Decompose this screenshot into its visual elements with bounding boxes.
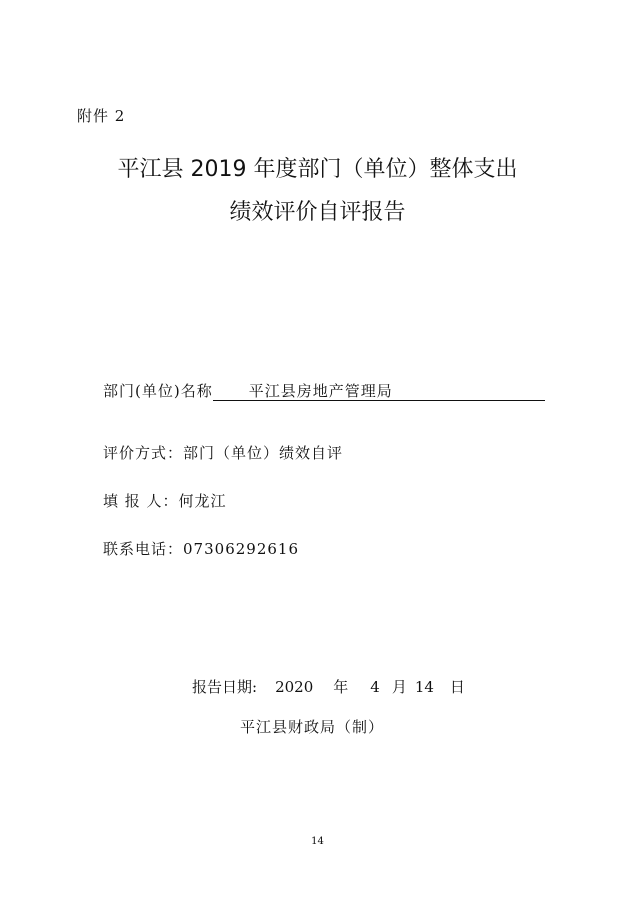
phone-label: 联系电话： [103,540,184,558]
report-month-unit: 月 [391,678,407,696]
filler-label: 填 报 人： [103,492,179,510]
report-day: 14 [414,678,434,696]
dept-name-value: 平江县房地产管理局 [213,382,545,401]
report-year: 2020 [275,678,314,696]
evaluation-method-value: 部门（单位）绩效自评 [183,444,344,462]
dept-name-label: 部门(单位)名称 [103,382,213,400]
issuer: 平江县财政局（制） [240,718,385,736]
report-year-unit: 年 [333,678,349,696]
dept-name-field [103,380,545,401]
filler-field [103,490,227,511]
attachment-label: 附件 2 [77,107,126,125]
phone-value: 07306292616 [183,540,299,558]
phone-field [103,538,299,559]
filler-value: 何龙江 [178,492,227,510]
evaluation-method-label: 评价方式： [103,444,184,462]
report-day-unit: 日 [449,678,465,696]
report-month: 4 [370,678,380,696]
report-title-line1: 平江县 2019 年度部门（单位）整体支出 [117,157,518,182]
page-number: 14 [311,836,324,847]
report-title-line2: 绩效评价自评报告 [229,200,406,225]
report-date-label: 报告日期: [192,678,258,696]
report-date [192,676,465,697]
evaluation-method-field [103,442,343,463]
